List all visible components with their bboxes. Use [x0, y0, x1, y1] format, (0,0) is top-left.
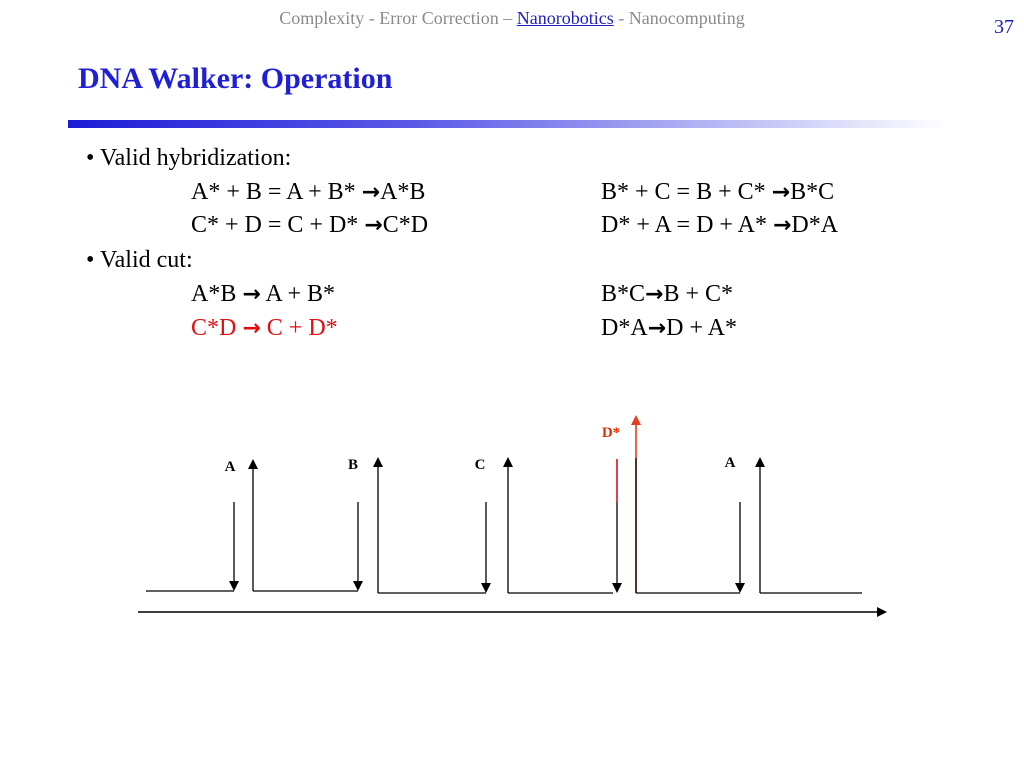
right-arrow-icon: →	[361, 180, 381, 205]
right-arrow-icon: →	[772, 213, 792, 238]
eq-text: D* + A = D + A*	[601, 212, 773, 238]
eq-result: B*C	[790, 179, 835, 205]
right-arrow-icon: →	[242, 316, 261, 341]
eq-result: A + B*	[260, 281, 336, 307]
slide-title: DNA Walker: Operation	[78, 62, 393, 95]
header-prefix: Complexity - Error Correction –	[279, 8, 513, 28]
right-arrow-icon: →	[242, 282, 261, 307]
eq-text: A*B	[191, 281, 243, 307]
label-a-1: A	[224, 459, 236, 475]
page-number: 37	[994, 16, 1014, 38]
eq-text: C*D	[191, 315, 243, 341]
eq-result: A*B	[380, 179, 426, 205]
eq-result: D*A	[791, 212, 839, 238]
bullet-valid-cut: • Valid cut:	[86, 247, 193, 273]
eq-text: B*C	[601, 281, 646, 307]
header-suffix: - Nanocomputing	[618, 8, 745, 28]
right-arrow-icon: →	[647, 316, 667, 341]
eq-result: C*D	[382, 212, 429, 238]
eq-text: B* + C = B + C*	[601, 179, 772, 205]
eq-text: C* + D = C + D*	[191, 212, 365, 238]
right-arrow-icon: →	[645, 282, 664, 307]
label-dstar: D*	[601, 425, 621, 441]
eq-result: C + D*	[260, 315, 338, 341]
label-b: B	[347, 457, 359, 473]
eq-text: D*A	[601, 315, 648, 341]
header-highlight-link[interactable]: Nanorobotics	[516, 8, 614, 28]
label-c: C	[474, 457, 486, 473]
right-arrow-icon: →	[364, 213, 383, 238]
label-a-2: A	[724, 455, 736, 471]
bullet-valid-hybridization: • Valid hybridization:	[86, 145, 292, 171]
eq-result: D + A*	[666, 315, 737, 341]
eq-result: B + C*	[663, 281, 734, 307]
eq-text: A* + B = A + B*	[191, 179, 362, 205]
right-arrow-icon: →	[771, 180, 791, 205]
